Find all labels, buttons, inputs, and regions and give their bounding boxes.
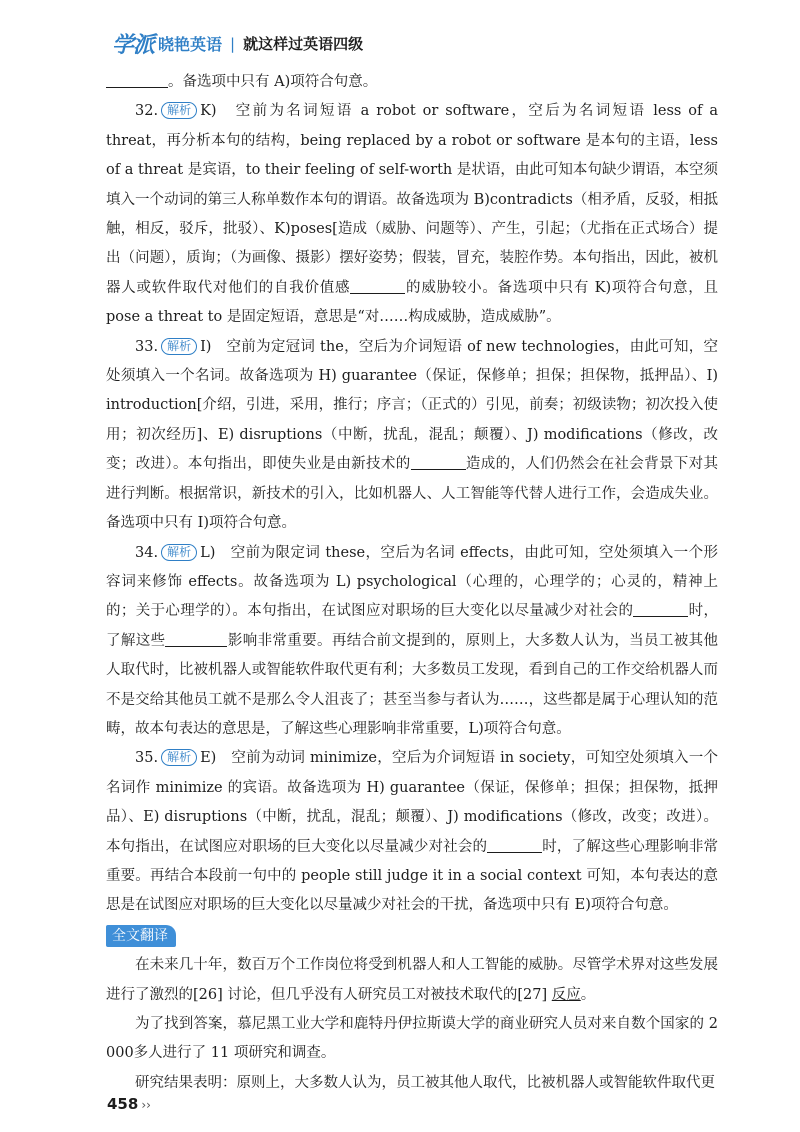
translation-paragraph-3: 研究结果表明：原则上，大多数人认为，员工被其他人取代，比被机器人或智能软件取代更	[135, 1074, 715, 1091]
analysis-text-cont: 的威胁较小。备选项中只有 K)项符合句意，且 pose a threat to 是固定短语，意思是“对……构成威胁，造成威胁”。	[106, 279, 718, 326]
analysis-badge: 解析	[161, 102, 197, 119]
analysis-text: 空前为动词 minimize，空后为介词短语 in society，可知空处须填入一个名词作 minimize 的宾语。故备选项为 H) guarantee（保证，保修单；担保；担保物，抵押品）、E) disruptions（中断，扰乱，混乱；颠覆）、J) modifications（修改，改变；改进）。本句指出，在试图应对职场的巨大变化以尽量减少对社会的	[106, 750, 718, 855]
analysis-32	[106, 97, 718, 332]
book-tagline: 就这样过英语四级	[243, 35, 364, 53]
answer-letter: K)	[200, 103, 217, 120]
blank-line	[487, 837, 542, 853]
answer-letter: I)	[200, 338, 212, 355]
analysis-text: 空前为名词短语 a robot or software，空后为名词短语 less of a threat，再分析本句的结构，being replaced by a robot or software 是本句的主语，less of a threat 是宾语，to their feeling of self-worth 是状语，由此可知本句缺少谓语，本空须填入一个动词的第三人称单数作本句的谓语。故备选项为 B)contradicts（相矛盾，反驳，相抵触，相反，驳斥，批驳）、K)poses[造成（威胁、问题等）、产生，引起；（尤指在正式场合）提出（问题），质询；（为画像、摄影）摆好姿势；假装，冒充，装腔作势。本句指出，因此，被机器人或软件取代对他们的自我价值感	[106, 103, 719, 296]
question-number: 33.	[135, 338, 159, 355]
blank-line	[411, 455, 466, 471]
analysis-text-cont: 造成的，人们仍然会在社会背景下对其进行判断。根据常识，新技术的引入，比如机器人、人工智能等代替人进行工作，会造成失业。备选项中只有 I)项符合句意。	[106, 456, 719, 532]
translation-paragraph-2: 为了找到答案，慕尼黑工业大学和鹿特丹伊拉斯谟大学的商业研究人员对来自数个国家的 2 000多人进行了 11 项研究和调查。	[106, 1016, 718, 1062]
analysis-badge: 解析	[161, 338, 197, 355]
analysis-text: 空前为定冠词 the，空后为介词短语 of new technologies，由此可知，空处须填入一个名词。故备选项为 H) guarantee（保证，保修单；担保；担保物，抵押品）、I) introduction[介绍，引进，采用，推行；序言；（正式的）引见，前奏；初级读物；初次投入使用；初次经历]、E) disruptions（中断，扰乱，混乱；颠覆）、J) modifications（修改，改变；改进）。本句指出，即使失业是由新技术的	[106, 338, 719, 473]
analysis-badge: 解析	[161, 749, 197, 766]
analysis-33	[106, 333, 718, 539]
paragraph-top-text: 。备选项中只有 A)项符合句意。	[168, 74, 378, 90]
answer-letter: L)	[200, 544, 216, 561]
analysis-35	[106, 744, 718, 920]
translation-text-end: 。	[580, 986, 596, 1003]
question-number: 32.	[135, 103, 159, 120]
translation-paragraph-1	[106, 951, 718, 1010]
brand-name: 晓艳英语	[158, 35, 223, 54]
analysis-text-cont: 时，了解这些心理影响非常重要。再结合本段前一句中的 people still judge it in a social context 可知，本句表达的意思是在试图应对职场的巨大变化以尽量减少对社会的干扰，备选项中只有 E)项符合句意。	[106, 838, 719, 914]
question-number: 35.	[135, 750, 159, 767]
translation-text: 在未来几十年，数百万个工作岗位将受到机器人和人工智能的威胁。尽管学术界对这些发展进行了激烈的[26] 讨论，但几乎没有人研究员工对被技术取代的[27]	[106, 957, 718, 1003]
arrows-icon: ››	[141, 1098, 151, 1112]
page-number: 458	[107, 1095, 139, 1113]
paragraph-top	[106, 68, 718, 97]
blank-line	[633, 602, 688, 618]
page-header	[112, 28, 363, 59]
brand-logo: 学派	[112, 33, 155, 58]
analysis-text-cont-2: 影响非常重要。再结合前文提到的，原则上，大多数人认为，当员工被其他人取代时，比被机器人或智能软件取代更有利；大多数员工发现，看到自己的工作交给机器人而不是交给其他员工就不是那么令人沮丧了；甚至当参与者认为……，这些都是属于心理认知的范畴，故本句表达的意思是，了解这些心理影响非常重要，L)项符合句意。	[106, 632, 719, 737]
page-footer	[107, 1095, 151, 1113]
question-number: 34.	[135, 544, 159, 561]
blank-line	[350, 278, 405, 294]
translation-heading: 全文翻译	[106, 925, 176, 947]
analysis-badge: 解析	[161, 544, 197, 561]
analysis-text-cont: 时，了解这些	[106, 603, 719, 649]
answer-letter: E)	[200, 750, 217, 767]
blank-line	[106, 73, 168, 89]
analysis-text: 空前为限定词 these，空后为名词 effects，由此可知，空处须填入一个形容词来修饰 effects。故备选项为 L) psychological（心理的，心理学的；心灵的，精神上的；关于心理学的）。本句指出，在试图应对职场的巨大变化以尽量减少对社会的	[106, 544, 718, 620]
page-content	[106, 68, 718, 1098]
analysis-34	[106, 539, 718, 745]
header-separator: |	[230, 34, 236, 53]
blank-line	[165, 631, 227, 647]
underlined-answer: 反应	[551, 986, 581, 1003]
